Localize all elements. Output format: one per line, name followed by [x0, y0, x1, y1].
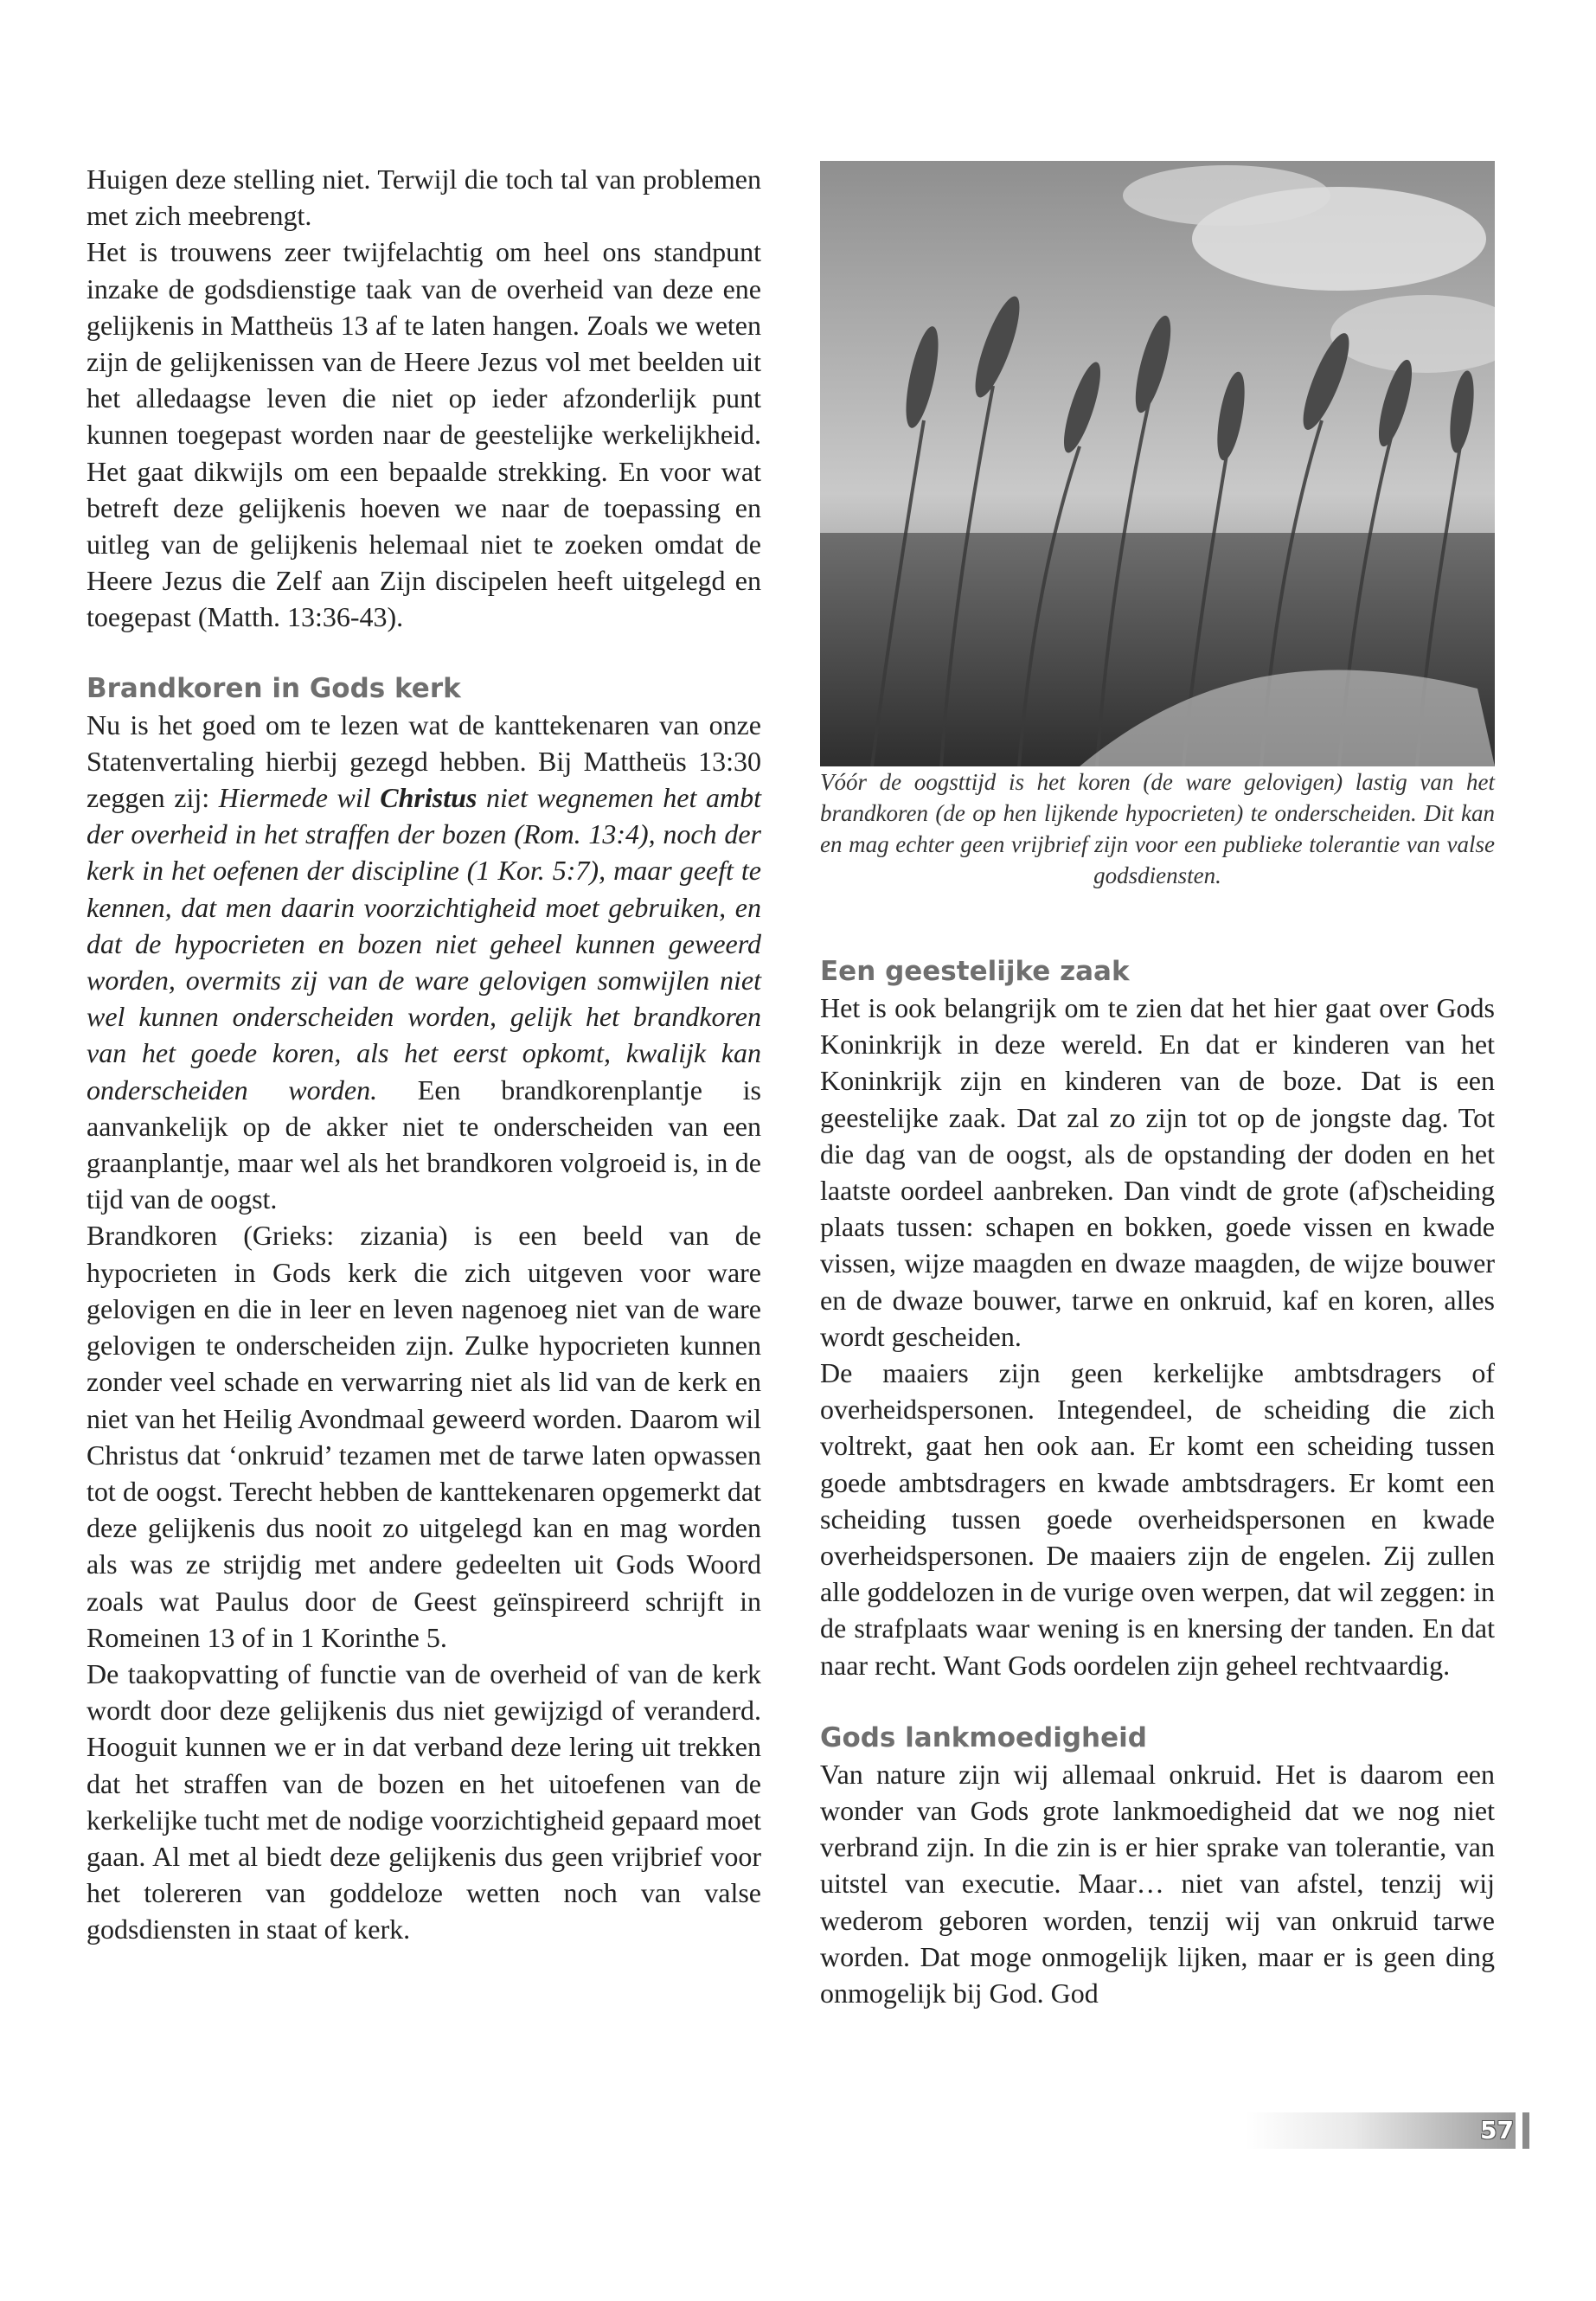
paragraph: De taakopvatting of functie van de overheid of van de kerk wordt door deze gelijkenis dus niet gewijzigd of veranderd. Hooguit kunnen we er in dat verband deze lering uit trekken dat het straffen van de bozen en het uitoefenen van de kerkelijke tucht met de nodige voorzichtigheid gepaard moet gaan. Al met al biedt deze gelijkenis dus geen vrijbrief voor het tolereren van goddeloze wetten noch van valse godsdiensten in staat of kerk.: [87, 1657, 761, 1945]
paragraph: De maaiers zijn geen kerkelijke ambtsdragers of overheidspersonen. Integendeel, de scheiding die zich voltrekt, gaat hen ook aan. Er komt een scheiding tussen goede ambtsdragers en kwade ambtsdragers. Er komt een scheiding tussen goede overheidspersonen en kwade overheidspersonen. De maaiers zijn de engelen. Zij zullen alle goddelozen in de vurige oven werpen, dat wil zeggen: in de strafplaats waar wening is en knersing der tanden. En dat naar recht. Want Gods oordelen zijn geheel rechtvaardig.: [820, 1357, 1495, 1681]
text: Nu is het goed om te lezen wat de kanttekenaren van onze Statenvertaling hierbij gezegd hebben. Bij Mattheüs 13:30 zeggen zij:: [87, 708, 761, 814]
photo-caption: Vóór de oogsttijd is het koren (de ware gelovigen) lastig van het brandkoren (de op hen lijkende hypocrieten) te onderscheiden. Dit kan en mag echter geen vrijbrief zijn voor een publieke tolerantie van valse godsdiensten.: [820, 769, 1495, 888]
paragraph: Brandkoren (Grieks: zizania) is een beeld van de hypocrieten in Gods kerk die zich uitgeven voor ware gelovigen en die in leer en leven nagenoeg niet van de ware gelovigen te onderscheiden zijn. Zulke hypocrieten kunnen zonder veel schade en verwarring niet als lid van de kerk en niet van het Heilig Avondmaal geweerd worden. Daarom wil Christus dat ‘onkruid’ tezamen met de tarwe laten opwassen tot de oogst. Terecht hebben de kanttekenaren opgemerkt dat deze gelijkenis dus nooit zo uitgelegd kan en mag worden als was ze strijdig met andere gedeelten uit Gods Woord zoals wat Paulus door de Geest geïnspireerd schrijft in Romeinen 13 of in 1 Korinthe 5.: [87, 1220, 761, 1653]
right-column: [820, 161, 1495, 2011]
paragraph: Het is ook belangrijk om te zien dat het hier gaat over Gods Koninkrijk in deze wereld. En dat er kinderen van het Koninkrijk zijn en kinderen van de boze. Dat is een geestelijke zaak. Dat zal zo zijn tot op de jongste dag. Tot die dag van de oogst, als de opstanding der doden en het laatste oordeel aanbreken. Dan vindt de grote (af)scheiding plaats tussen: schapen en bokken, goede vissen en kwade vissen, wijze maagden en dwaze maagden, de wijze bouwer en de dwaze bouwer, tarwe en onkruid, kaf en koren, alles wordt gescheiden.: [820, 992, 1495, 1352]
paragraph: Het is trouwens zeer twijfelachtig om heel ons standpunt inzake de godsdienstige taak van de overheid van deze ene gelijkenis in Mattheüs 13 af te laten hangen. Zoals we weten zijn de gelijkenissen van de Heere Jezus vol met beelden uit het alledaagse leven die niet op ieder afzonderlijk punt kunnen toegepast worden naar de geestelijke werkelijkheid. Het gaat dikwijls om een bepaalde strekking. En voor wat betreft deze gelijkenis hoeven we naar de toepassing en uitleg van de gelijkenis helemaal niet te zoeken omdat de Heere Jezus die Zelf aan Zijn discipelen heeft uitgelegd en toegepast (Matth. 13:36-43).: [87, 236, 761, 633]
text: Een brandkorenplantje is aanvankelijk op de akker niet te onderscheiden van een graanplantje, maar wel als het brandkoren volgroeid is, in de tijd van de oogst.: [87, 1074, 761, 1215]
quote-italic: Rom. 13:4), noch der kerk in het oefenen der discipline (1 Kor. 5:7), maar geeft te kennen, dat men daarin voorzichtigheid moet gebruiken, en dat de hypocrieten en bozen niet geheel kunnen geweerd worden, overmits zij van de ware gelovigen somwijlen niet wel kunnen onderscheiden worden, gelijk het brandkoren van het goede koren, als het eerst opkomt, kwalijk kan onderscheiden worden.: [87, 818, 762, 1106]
page-number: 57: [1480, 2116, 1514, 2144]
section-heading-brandkoren: Brandkoren in Gods kerk: [87, 672, 461, 704]
quote-bold-italic: Christus: [380, 782, 478, 814]
left-column: [87, 161, 761, 1948]
quote-italic: niet wegnemen het ambt der overheid in het straffen der bozen (: [87, 782, 761, 850]
wheat-field-photo: [820, 161, 1495, 766]
paragraph-kanttekenaren: [87, 707, 761, 1218]
paragraph: Huigen deze stelling niet. Terwijl die toch tal van problemen met zich meebrengt.: [87, 163, 761, 232]
paragraph: Van nature zijn wij allemaal onkruid. Het is daarom een wonder van Gods grote lankmoedigheid dat we nog niet verbrand zijn. In die zin is er hier sprake van tolerantie, van uitstel van executie. Maar… niet van afstel, tenzij wij wederom geboren worden, tenzij wij van onkruid tarwe worden. Dat moge onmogelijk lijken, maar er is geen ding onmogelijk bij God. God: [820, 1758, 1495, 2009]
footer-tick: [1522, 2112, 1529, 2149]
quote-italic: Hiermede wil: [218, 782, 381, 814]
section-heading-lankmoedigheid: Gods lankmoedigheid: [820, 1721, 1147, 1753]
section-heading-geestelijke-zaak: Een geestelijke zaak: [820, 956, 1130, 987]
